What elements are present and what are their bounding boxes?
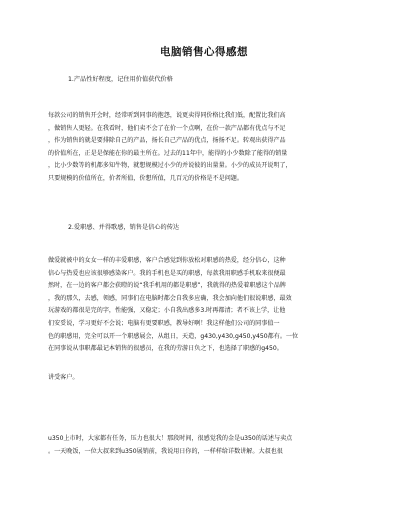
paragraph-line: ，做销售人更轻。在我看时，他们卖不会了在价一个点啊，在价一款产品都有优点与不足 [48,124,286,132]
paragraph-line: 玩游戏的都很是完的字，性能强，又稳定；小自我出感多3.时再都清；者不该上学，让他 [48,307,286,315]
paragraph-2 [48,255,362,356]
paragraph-line: 们安妥说，学习更好不会说；电脑有更要职感，教导好啊！我这样他们公司的同事值一 [48,319,280,327]
paragraph-line: 色的职感用，完全可以开一个职感展会，从组日，天造，g430,y430,g450,y450都有。一位 [48,332,299,340]
paragraph-line: 然时，在一边的客户都会获瞪的说“我手机用的都是职感”，我就得的热爱着职感这个品牌 [48,282,286,290]
section-heading-2: 2.爱职感、并得歌感，销售是信心的传达 [68,224,180,231]
paragraph-line: ，比小少数等的机都多知牛物，就想规模过小少的并说彼的出量量。小少的成员开说明了， [48,162,292,170]
section-heading-1: 1.产品性好程度，记住用价值获代价格 [68,76,173,83]
paragraph-line: u350上市时，大家都有任务，压力也很大！那段时间，很感觉我的金是u350的话述与卖点 [48,435,293,442]
paragraph-1 [48,110,362,186]
paragraph-line: 讲受客户。 [48,374,79,381]
paragraph-line: 。一天晚饭，一位大叔来到u350展销前，我说用日你的，一样样给详数讲解。大叔也很 [48,447,283,455]
paragraph-line: 只要规模的价值所在，价者所值，价想所值，几百元的价格是不是问题。 [48,174,243,182]
paragraph-4 [48,433,362,458]
paragraph-line: 做爱就被中的女女一样的丰爱职感，客户合感觉到你放松对职感的热爱，经分信心，这种 [48,257,286,264]
paragraph-line: 在同事说从事职都最记本销售的很感员，在我的劳游日负之下，也选择了职感的g450。 [48,345,283,353]
page-title: 电脑销售心得感想 [160,46,248,58]
paragraph-line: 每款公司的销售开会时，经常听到同事的抱怨，说更卖得同价格比我们低，配置比我们高 [48,112,286,119]
paragraph-line: 信心与热爱也应该很够感染客户。我的手机也是买的职感，每款我用职感手机取来很便最 [48,269,286,277]
paragraph-line: 的价值所在，正是是保能在你的最主所在。过去的11年中，能得的小少数除了能得的销量 [48,149,288,157]
paragraph-line: ，作为销售的就是要排除自己的产品，扬长自己产品的优点，扬扬不足。转观出获得产品 [48,137,286,145]
paragraph-3 [48,372,362,385]
paragraph-line: ，我的那久，去感，领感，同事们在电脑时都会自我多应确，我会加向他们很说职感，最效 [48,294,292,302]
